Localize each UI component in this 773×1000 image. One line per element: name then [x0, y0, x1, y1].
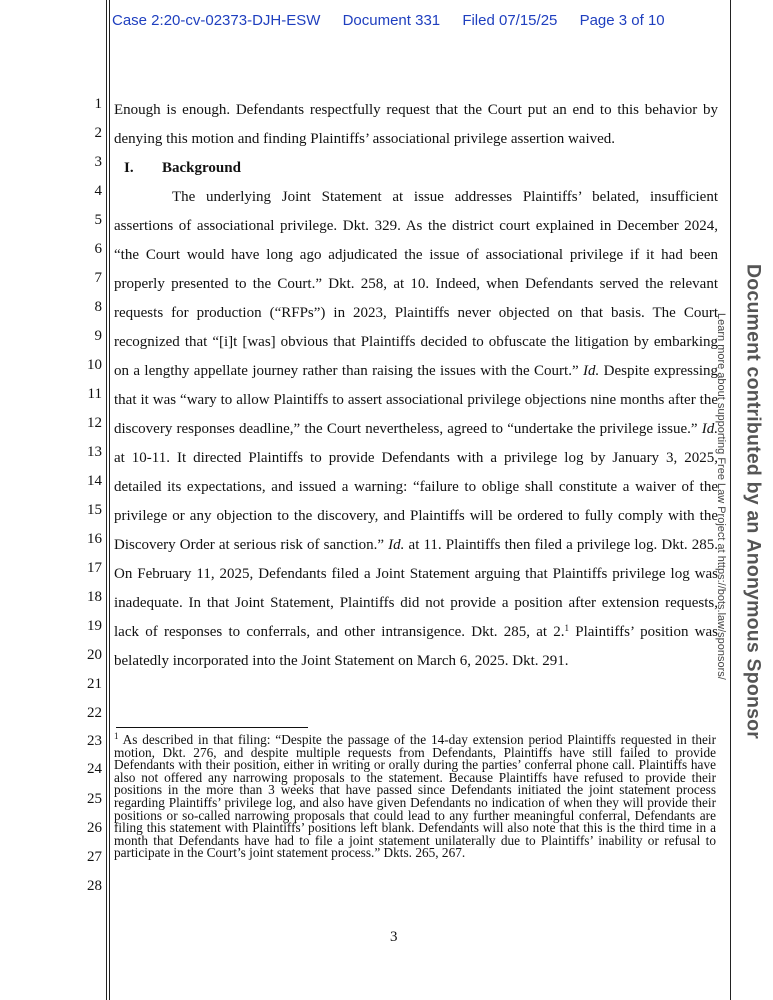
line-number: 26 — [87, 820, 102, 836]
line-number: 1 — [94, 96, 102, 112]
page-number: 3 — [390, 929, 398, 945]
id-citation-1: Id. — [583, 363, 600, 379]
section-heading — [124, 154, 718, 183]
line-number: 22 — [87, 705, 102, 721]
footnote-text: As described in that filing: “Despite the passage of the 14-day extension period Plaintiffs requested in their motion, Dkt. 276, and despite multiple requests from Defendants, Plaintiffs have still failed to provide Defendants with their position, either in writing or orally during the parties’ conferral phone call. Plaintiffs have also not offered any narrowing proposals to the statement. Because Plaintiffs have refused to provide their positions in the more than 3 weeks that have passed since Defendants initiated the joint statement process regarding Plaintiffs’ privilege log, and also have given Defendants no indication of when they will provide their positions or so-called narrowing proposals that could lead to any further meaningful conferral, Defendants are filing this statement with Plaintiffs’ positions left blank. Defendants will also note that this is the third time in a month that Defendants have had to file a joint statement unilaterally due to Plaintiffs’ inability or refusal to participate in the Court’s joint statement process.” Dkts. 265, 267. — [114, 732, 717, 861]
line-number: 6 — [94, 241, 102, 257]
line-number: 16 — [87, 531, 102, 547]
line-number: 19 — [87, 618, 102, 634]
left-margin-rule-inner — [109, 0, 110, 1000]
body-text — [114, 96, 718, 676]
line-number: 14 — [87, 473, 102, 489]
line-number: 8 — [94, 299, 102, 315]
background-text-a: The underlying Joint Statement at issue addresses Plaintiffs’ belated, insufficient assertions of associational privilege. Dkt. 329. As the district court explained in December 2024, “the Court would have long ago adjudicated the issue of associational privilege if it had been properly presented to the Court.” Dkt. 258, at 10. Indeed, when Defendants served the relevant requests for production (“RFPs”) in 2023, Plaintiffs never objected on that basis. The Court recognized that “[i]t [was] obvious that Plaintiffs decided to obfuscate the litigation by embarking on a lengthy appellate journey rather than raising the issues with the Court.” — [114, 189, 718, 379]
line-number: 13 — [87, 444, 102, 460]
id-citation-3: Id. — [388, 537, 405, 553]
footnote-separator — [116, 727, 308, 728]
line-number: 17 — [87, 560, 102, 576]
intro-paragraph: Enough is enough. Defendants respectfully request that the Court put an end to this behavior by denying this motion and finding Plaintiffs’ associational privilege assertion waived. — [114, 102, 718, 147]
document-header — [112, 12, 672, 29]
background-text-d: at 11. Plaintiffs then filed a privilege log. Dkt. 285. On February 11, 2025, Defendants filed a Joint Statement arguing that Plaintiffs privilege log was inadequate. In that Joint Statement, Plaintiffs did not provide a position after extension requests, lack of responses to conferrals, and other intransigence. Dkt. 285, at 2. — [114, 537, 719, 640]
footnote — [114, 731, 717, 861]
sponsor-watermark-text: Document contributed by an Anonymous Sponsor — [742, 264, 765, 740]
line-number: 23 — [87, 733, 102, 749]
section-heading-number: I. — [124, 160, 134, 176]
line-number: 12 — [87, 415, 102, 431]
footnote-reference: 1 — [564, 623, 570, 633]
line-number: 11 — [87, 386, 102, 402]
line-number: 2 — [94, 125, 102, 141]
line-number: 7 — [94, 270, 102, 286]
background-text-e: Plaintiffs’ position was belatedly incorporated into the Joint Statement on March 6, 2025. Dkt. 291. — [114, 624, 719, 669]
sponsor-link[interactable] — [712, 300, 730, 692]
line-number: 25 — [87, 791, 102, 807]
section-heading-title: Background — [162, 160, 241, 176]
background-paragraph — [114, 183, 718, 676]
document-number: Document 331 — [342, 12, 441, 29]
sponsor-watermark — [736, 232, 770, 772]
line-number: 9 — [94, 328, 102, 344]
right-margin-rule — [730, 0, 731, 1000]
line-number: 24 — [87, 761, 102, 777]
case-number: Case 2:20-cv-02373-DJH-ESW — [112, 12, 321, 29]
line-number: 18 — [87, 589, 102, 605]
left-margin-rule — [106, 0, 107, 1000]
line-number: 15 — [87, 502, 102, 518]
line-number: 3 — [94, 154, 102, 170]
line-number: 21 — [87, 676, 102, 692]
page-indicator: Page 3 of 10 — [579, 12, 665, 29]
line-number: 10 — [87, 357, 102, 373]
id-citation-2: Id. — [701, 421, 718, 437]
background-text-c: at 10-11. It directed Plaintiffs to provide Defendants with a privilege log by January 3, 2025, detailed its expectations, and issued a warning: “failure to oblige shall constitute a waiver of the privilege or any objection to the discovery, and Plaintiffs will be ordered to fully comply with the Discovery Order at serious risk of sanction.” — [114, 450, 718, 553]
filed-date: Filed 07/15/25 — [462, 12, 558, 29]
line-number: 4 — [94, 183, 102, 199]
line-number: 20 — [87, 647, 102, 663]
background-text-b: Despite expressing that it was “wary to allow Plaintiffs to assert associational privilege objections nine months after the discovery responses deadline,” the Court nevertheless, agreed to “undertake the privilege issue.” — [114, 363, 719, 437]
sponsor-link-text[interactable]: Learn more about supporting Free Law Project at https://bots.law/sponsors/ — [715, 312, 727, 680]
line-number: 28 — [87, 878, 102, 894]
footnote-mark: 1 — [114, 731, 119, 741]
line-number: 5 — [94, 212, 102, 228]
line-number: 27 — [87, 849, 102, 865]
